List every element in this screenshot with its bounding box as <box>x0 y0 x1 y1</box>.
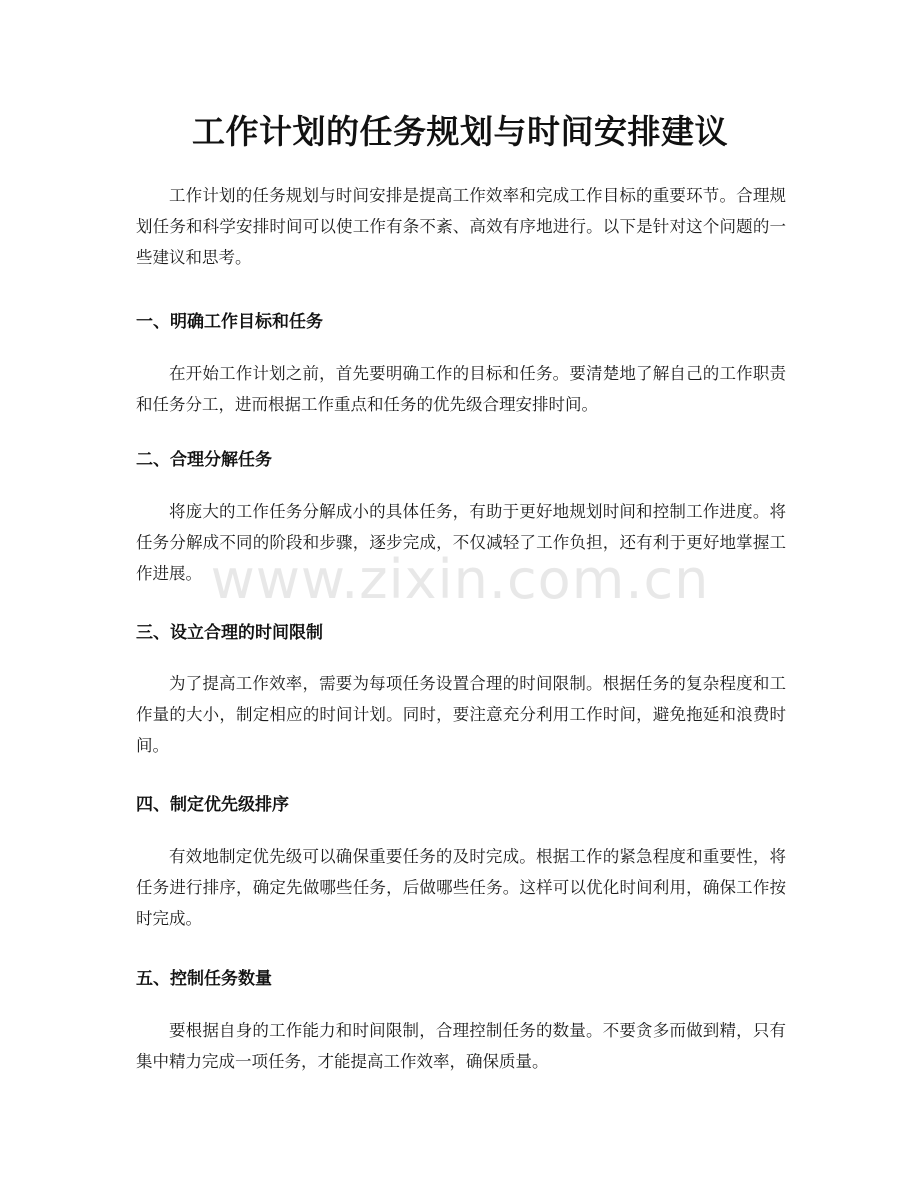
section-3-heading: 三、设立合理的时间限制 <box>136 623 323 643</box>
section-3-body: 为了提高工作效率，需要为每项任务设置合理的时间限制。根据任务的复杂程度和工作量的大小，制定相应的时间计划。同时，要注意充分利用工作时间，避免拖延和浪费时间。 <box>136 674 786 755</box>
watermark: www.zixin.com.cn <box>210 548 710 611</box>
section-1-body: 在开始工作计划之前，首先要明确工作的目标和任务。要清楚地了解自己的工作职责和任务分工，进而根据工作重点和任务的优先级合理安排时间。 <box>136 364 786 414</box>
section-4-heading: 四、制定优先级排序 <box>136 795 289 815</box>
section-2-body: 将庞大的工作任务分解成小的具体任务，有助于更好地规划时间和控制工作进度。将任务分解成不同的阶段和步骤，逐步完成，不仅减轻了工作负担，还有利于更好地掌握工作进展。 <box>136 502 786 583</box>
section-2-heading: 二、合理分解任务 <box>136 450 272 470</box>
section-4-body: 有效地制定优先级可以确保重要任务的及时完成。根据工作的紧急程度和重要性，将任务进行排序，确定先做哪些任务，后做哪些任务。这样可以优化时间利用，确保工作按时完成。 <box>136 847 786 928</box>
intro-paragraph: 工作计划的任务规划与时间安排是提高工作效率和完成工作目标的重要环节。合理规划任务和科学安排时间可以使工作有条不紊、高效有序地进行。以下是针对这个问题的一些建议和思考。 <box>136 186 786 267</box>
section-5-heading: 五、控制任务数量 <box>136 969 272 989</box>
section-5-body: 要根据自身的工作能力和时间限制，合理控制任务的数量。不要贪多而做到精，只有集中精力完成一项任务，才能提高工作效率，确保质量。 <box>136 1021 786 1071</box>
document-title: 工作计划的任务规划与时间安排建议 <box>192 112 728 151</box>
section-1-heading: 一、明确工作目标和任务 <box>136 312 323 332</box>
